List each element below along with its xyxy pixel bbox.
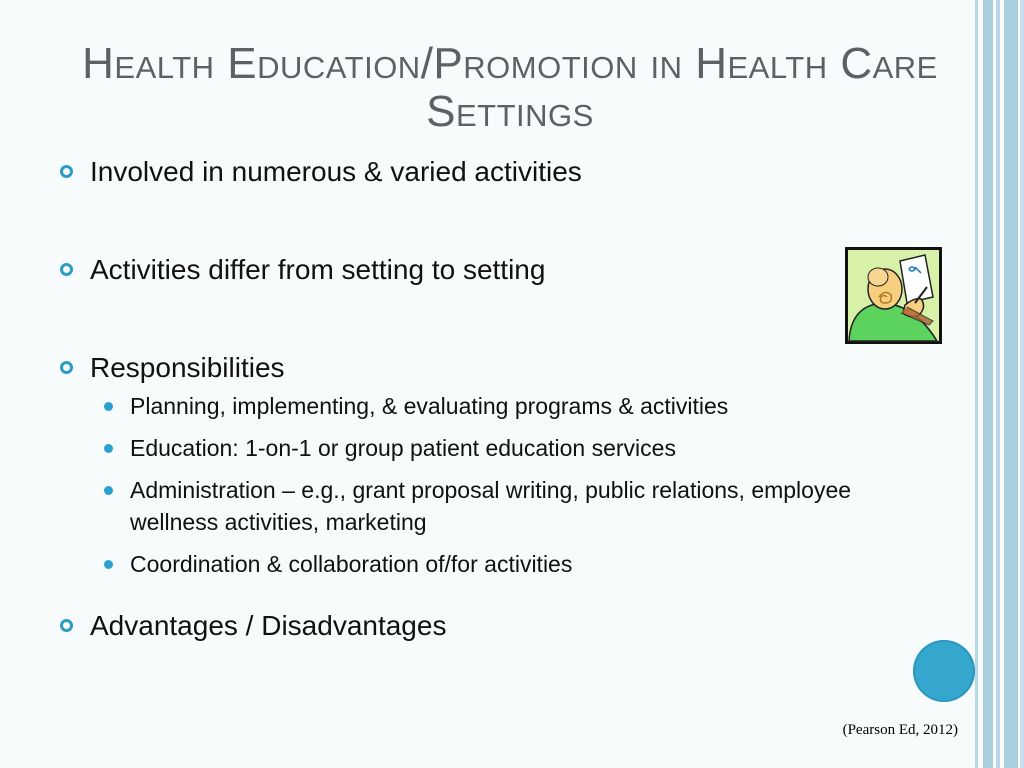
sub-bullet-text: Education: 1-on-1 or group patient education services — [130, 435, 676, 461]
decorative-stripe — [1004, 0, 1018, 768]
bullet-text: Responsibilities — [90, 352, 285, 383]
sub-bullet-item — [60, 474, 920, 538]
bullet-item — [60, 250, 920, 290]
dot-bullet-icon — [104, 560, 113, 569]
ring-bullet-icon — [60, 165, 73, 178]
ring-bullet-icon — [60, 361, 73, 374]
sub-bullet-list — [60, 390, 920, 580]
ring-bullet-icon — [60, 619, 73, 632]
decorative-stripe — [1020, 0, 1024, 768]
ring-bullet-icon — [60, 263, 73, 276]
sub-bullet-text: Planning, implementing, & evaluating programs & activities — [130, 393, 729, 419]
slide-title: Health Education/Promotion in Health Care Settings — [82, 39, 938, 136]
citation: (Pearson Ed, 2012) — [842, 722, 958, 738]
dot-bullet-icon — [104, 486, 113, 495]
decorative-stripe — [996, 0, 1000, 768]
sub-bullet-item — [60, 548, 920, 580]
dot-bullet-icon — [104, 402, 113, 411]
bullet-text: Advantages / Disadvantages — [90, 610, 447, 641]
decorative-stripe — [983, 0, 993, 768]
sub-bullet-item — [60, 432, 920, 464]
bullet-text: Involved in numerous & varied activities — [90, 156, 582, 187]
dot-bullet-icon — [104, 444, 113, 453]
bullet-text: Activities differ from setting to setting — [90, 254, 546, 285]
sub-bullet-item — [60, 390, 920, 422]
sub-bullet-text: Coordination & collaboration of/for activities — [130, 551, 573, 577]
sub-bullet-text: Administration – e.g., grant proposal writing, public relations, employee wellness activities, marketing — [130, 477, 852, 535]
bullet-item — [60, 606, 920, 646]
person-writing-clipart-icon — [845, 247, 942, 344]
bullet-item — [60, 152, 920, 192]
bullet-list — [60, 152, 920, 646]
decorative-circle — [913, 640, 975, 702]
bullet-item — [60, 348, 920, 388]
